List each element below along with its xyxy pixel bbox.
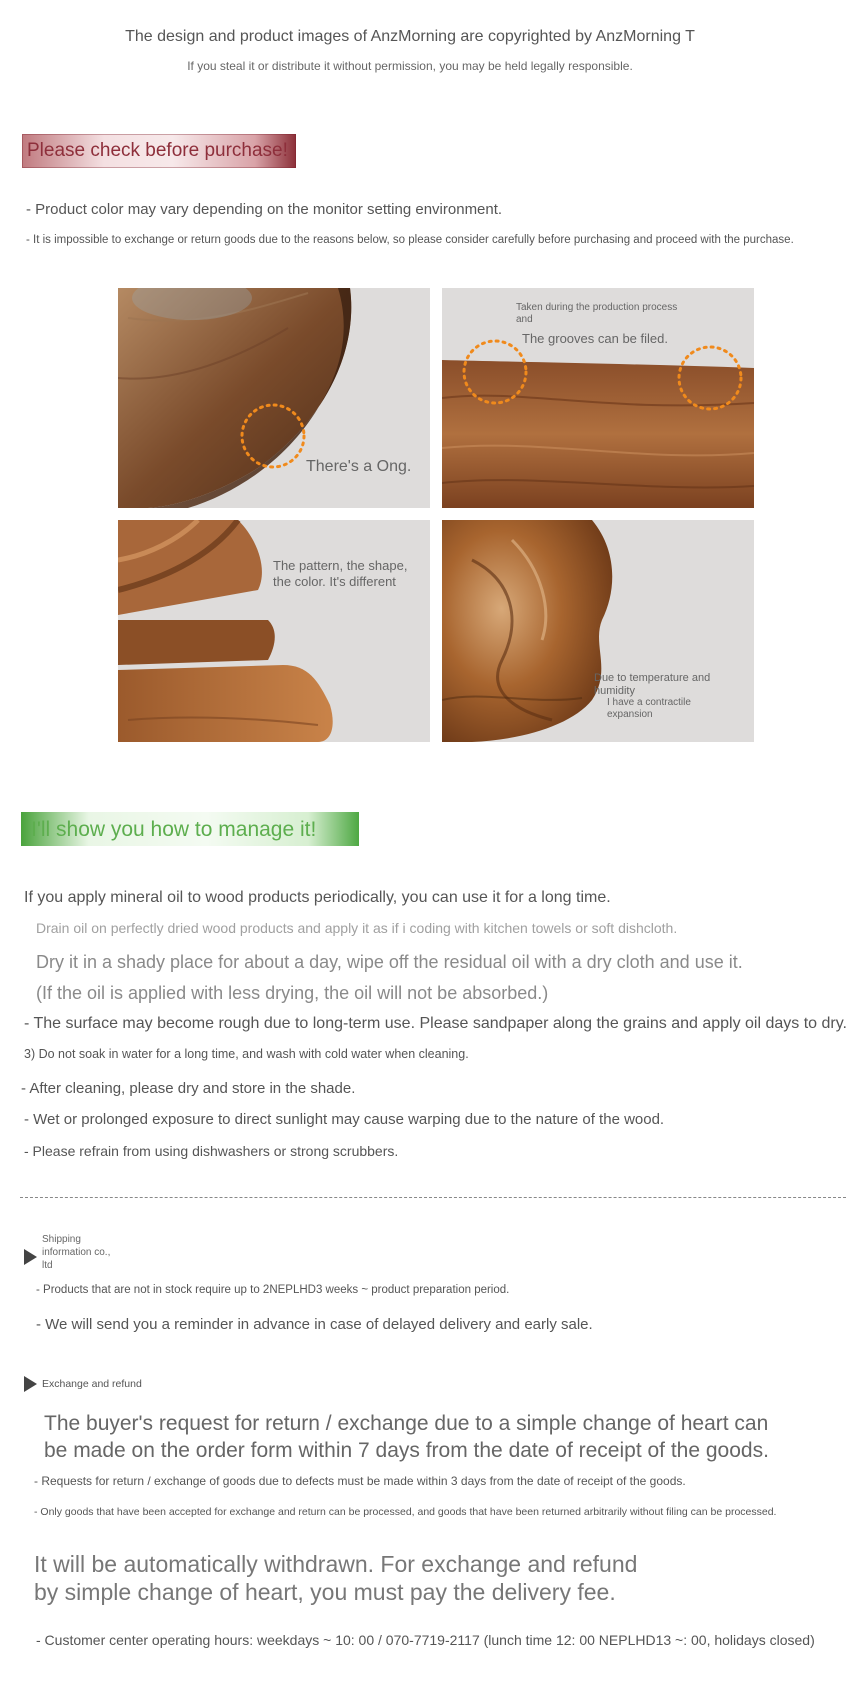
shipping-line-2: - We will send you a reminder in advance in case of delayed delivery and early sale.	[36, 1316, 593, 1333]
shipping-label: Shipping information co., ltd	[42, 1234, 111, 1271]
caption-production-2: and	[516, 314, 533, 325]
stacked-boards-illustration	[118, 520, 430, 742]
photo-grooves-filed	[442, 288, 754, 508]
wood-slab-illustration	[442, 520, 754, 742]
manage-line-8: - Wet or prolonged exposure to direct sunlight may cause warping due to the nature of the wood.	[24, 1111, 665, 1128]
manage-line-6: 3) Do not soak in water for a long time, and wash with cold water when cleaning.	[24, 1047, 469, 1061]
exchange-big-3: It will be automatically withdrawn. For exchange and refund	[34, 1551, 638, 1577]
manage-line-3: Dry it in a shady place for about a day, wipe off the residual oil with a dry cloth and use it.	[36, 952, 743, 972]
exchange-line-2: - Only goods that have been accepted for exchange and return can be processed, and goods that have been returned arbitrarily without filing can be processed.	[34, 1506, 777, 1518]
shipping-line-1: - Products that are not in stock require up to 2NEPLHD3 weeks ~ product preparation period.	[36, 1284, 510, 1296]
exchange-triangle-icon	[24, 1376, 37, 1392]
exchange-label: Exchange and refund	[42, 1378, 142, 1390]
caption-expansion-2: expansion	[607, 709, 653, 720]
check-banner-label: Please check before purchase!	[27, 140, 288, 161]
exchange-big-1: The buyer's request for return / exchange due to a simple change of heart can	[44, 1412, 769, 1435]
photo-pattern-shape-color	[118, 520, 430, 742]
photo-board-edge-ong	[118, 288, 430, 508]
caption-pattern-1: The pattern, the shape,	[273, 558, 408, 573]
caption-expansion-1: I have a contractile	[607, 697, 691, 708]
customer-center-hours: - Customer center operating hours: weekdays ~ 10: 00 / 070-7719-2117 (lunch time 12: 00 NEPLHD13 ~: 00, holidays closed)	[36, 1632, 815, 1648]
caption-production-1: Taken during the production process	[516, 302, 678, 313]
no-return-notice: - It is impossible to exchange or return goods due to the reasons below, so please consider carefully before purchasing and proceed with the purchase.	[26, 234, 794, 246]
manage-line-1: If you apply mineral oil to wood products periodically, you can use it for a long time.	[24, 889, 611, 906]
caption-temperature-2: humidity	[594, 685, 635, 697]
wood-grooves-illustration	[442, 288, 754, 508]
manage-banner-label: I'll show you how to manage it!	[31, 818, 317, 841]
copyright-line-2: If you steal it or distribute it without permission, you may be held legally responsible.	[187, 59, 633, 73]
copyright-line-1: The design and product images of AnzMorning are copyrighted by AnzMorning T	[125, 28, 695, 45]
manage-line-4: (If the oil is applied with less drying, the oil will not be absorbed.)	[36, 983, 549, 1003]
manage-line-9: - Please refrain from using dishwashers or strong scrubbers.	[24, 1143, 399, 1159]
caption-grooves: The grooves can be filed.	[522, 331, 668, 346]
exchange-big-2: be made on the order form within 7 days from the date of receipt of the goods.	[44, 1439, 769, 1462]
manage-line-5: - The surface may become rough due to long-term use. Please sandpaper along the grains and apply oil days to dry.	[24, 1015, 847, 1032]
caption-ong: There's a Ong.	[306, 458, 412, 475]
caption-pattern-2: the color. It's different	[273, 574, 396, 589]
photo-temperature-humidity	[442, 520, 754, 742]
section-divider	[20, 1197, 846, 1198]
exchange-big-4: by simple change of heart, you must pay the delivery fee.	[34, 1579, 616, 1605]
manage-line-2: Drain oil on perfectly dried wood products and apply it as if i coding with kitchen towels or soft dishcloth.	[36, 920, 678, 936]
exchange-line-1: - Requests for return / exchange of goods due to defects must be made within 3 days from the date of receipt of the goods.	[34, 1474, 686, 1488]
shipping-triangle-icon	[24, 1249, 37, 1265]
caption-temperature-1: Due to temperature and	[594, 672, 711, 684]
color-notice: - Product color may vary depending on the monitor setting environment.	[26, 201, 503, 218]
manage-banner	[21, 812, 359, 846]
check-before-purchase-banner	[22, 134, 296, 168]
manage-line-7: - After cleaning, please dry and store in the shade.	[21, 1080, 356, 1097]
